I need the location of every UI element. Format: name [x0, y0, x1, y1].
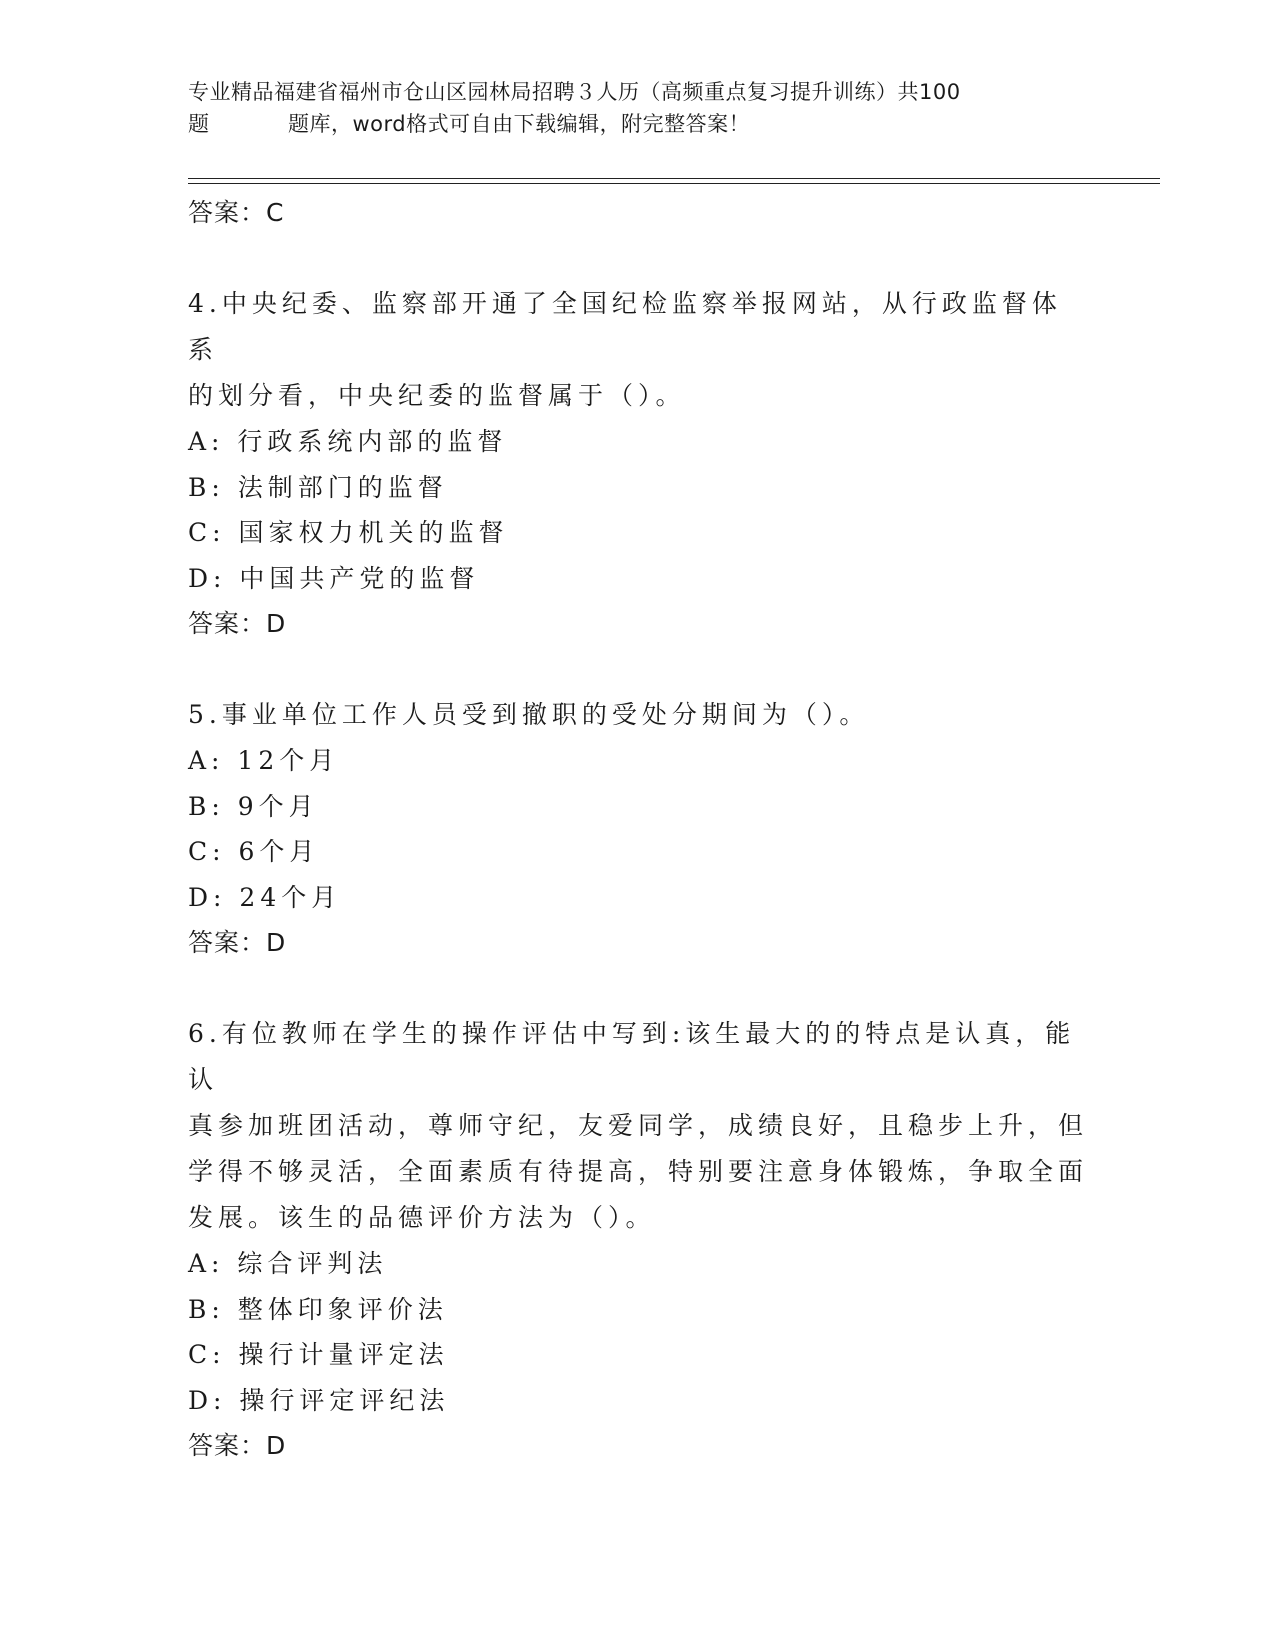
- question-stem-line: 6.有位教师在学生的操作评估中写到:该生最大的的特点是认真，能认: [188, 1019, 1076, 1094]
- question-stem-line: 发展。该生的品德评价方法为（）。: [188, 1203, 656, 1232]
- option-a: A: 综合评判法: [188, 1249, 388, 1278]
- spacer: [188, 966, 1088, 1011]
- option-c: C: 操行计量评定法: [188, 1340, 449, 1369]
- question-5: [188, 692, 1088, 966]
- question-stem-line: 真参加班团活动，尊师守纪，友爱同学，成绩良好，且稳步上升，但: [188, 1111, 1089, 1140]
- question-stem-line: 4.中央纪委、监察部开通了全国纪检监察举报网站，从行政监督体系: [188, 289, 1062, 364]
- option-d: D: 中国共产党的监督: [188, 563, 480, 593]
- option-b: B: 9个月: [188, 791, 319, 821]
- question-stem-line: 的划分看，中央纪委的监督属于（）。: [188, 381, 686, 410]
- question-list: [188, 190, 1088, 1469]
- header-line-2-rest: 题库，word格式可自由下载编辑，附完整答案！: [288, 112, 751, 136]
- document-header: [188, 76, 1088, 140]
- question-6: [188, 1011, 1088, 1469]
- previous-answer: 答案：C: [188, 198, 285, 227]
- question-stem-line: 5.事业单位工作人员受到撤职的受处分期间为（）。: [188, 700, 870, 729]
- option-a: A: 12个月: [188, 746, 340, 775]
- header-line-2-lead: 题: [188, 112, 210, 136]
- spacer: [188, 647, 1088, 692]
- option-a: A: 行政系统内部的监督: [188, 427, 508, 456]
- answer-line: 答案：D: [188, 1431, 287, 1460]
- option-d: D: 操行评定评纪法: [188, 1385, 450, 1415]
- header-line-2: [188, 108, 1088, 140]
- header-divider-top: [188, 178, 1160, 179]
- header-line-1: 专业精品福建省福州市仓山区园林局招聘３人历（高频重点复习提升训练）共100: [188, 80, 961, 104]
- option-c: C: 6个月: [188, 837, 320, 866]
- spacer: [188, 236, 1088, 281]
- option-c: C: 国家权力机关的监督: [188, 518, 509, 547]
- option-b: B: 整体印象评价法: [188, 1294, 448, 1324]
- answer-line: 答案：D: [188, 928, 287, 957]
- option-d: D: 24个月: [188, 882, 342, 912]
- header-divider-bottom: [188, 183, 1160, 184]
- answer-line: 答案：D: [188, 609, 287, 638]
- question-4: [188, 281, 1088, 647]
- question-stem-line: 学得不够灵活，全面素质有待提高，特别要注意身体锻炼，争取全面: [188, 1157, 1089, 1186]
- option-b: B: 法制部门的监督: [188, 472, 448, 502]
